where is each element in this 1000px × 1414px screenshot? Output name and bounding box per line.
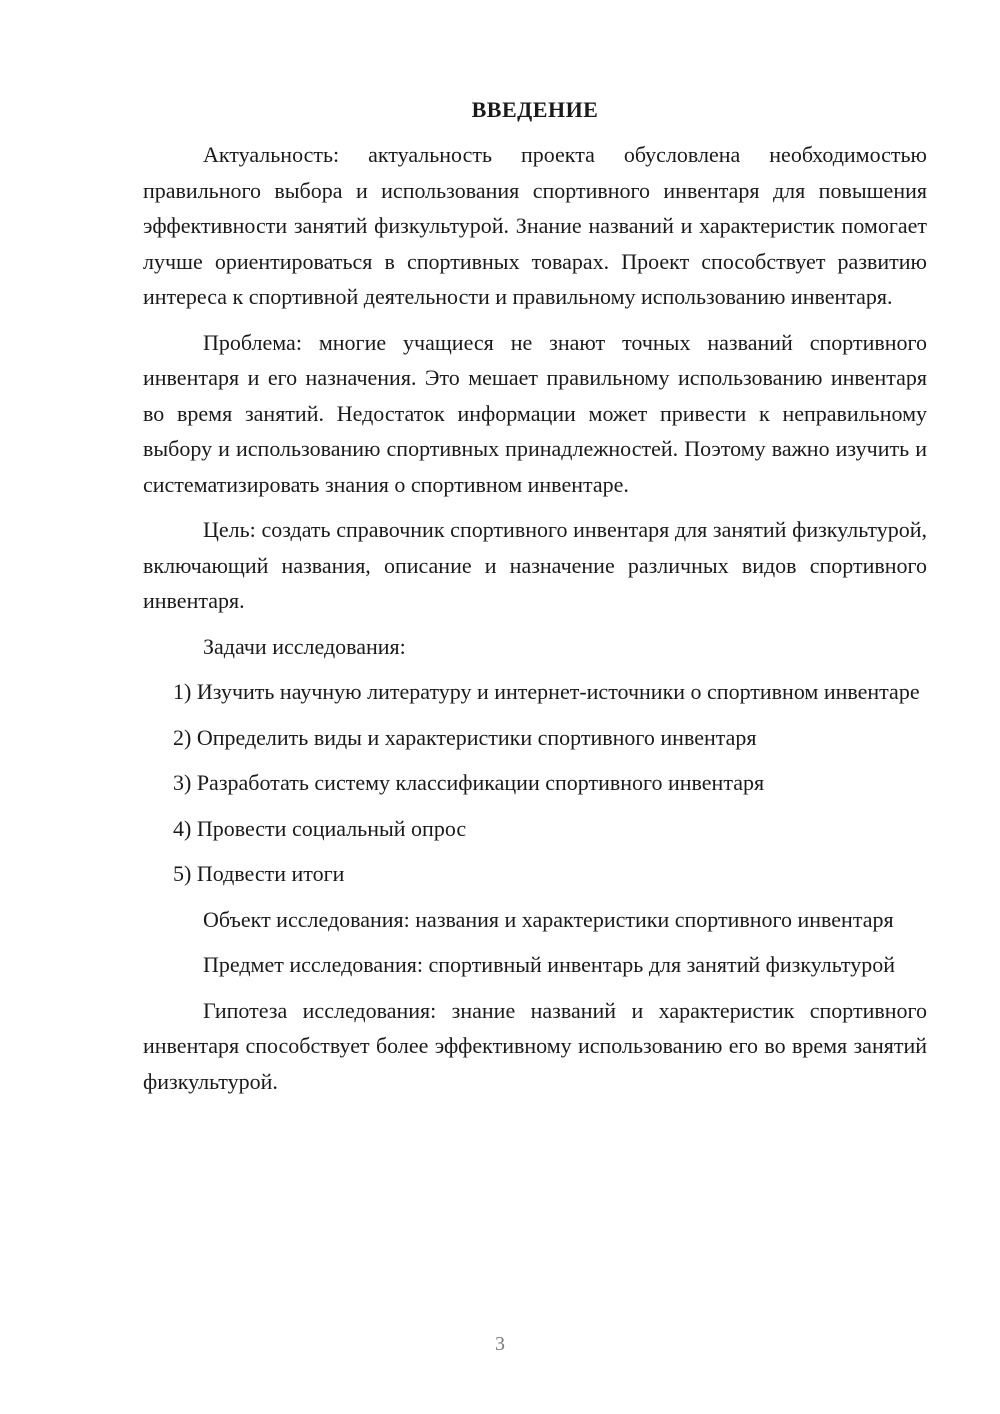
task-item-3: 3) Разработать систему классификации спортивного инвентаря xyxy=(173,770,765,795)
task-item-4: 4) Провести социальный опрос xyxy=(173,815,467,841)
paragraph-subject: Предмет исследования: спортивный инвентарь для занятий физкультурой xyxy=(203,952,896,977)
paragraph-problem: Проблема: многие учащиеся не знают точных названий спортивного инвентаря и его назначения. Это мешает правильному использованию инвентаря во время занятий. Недостаток информации может привести к неправильному выбору и использованию спортивных принадлежностей. Поэтому важно изучить и систематизировать знания о спортивном инвентаре. xyxy=(143,329,927,497)
task-item-2: 2) Определить виды и характеристики спортивного инвентаря xyxy=(173,724,757,750)
task-item-5: 5) Подвести итоги xyxy=(173,861,345,886)
page-title: ВВЕДЕНИЕ xyxy=(471,97,599,122)
page-number: 3 xyxy=(495,1333,505,1355)
paragraph-relevance: Актуальность: актуальность проекта обусловлена необходимостью правильного выбора и использования спортивного инвентаря для повышения эффективности занятий физкультурой. Знание названий и характеристик помогает лучше ориентироваться в спортивных товарах. Проект способствует развитию интереса к спортивной деятельности и правильному использованию инвентаря. xyxy=(143,142,927,309)
paragraph-goal: Цель: создать справочник спортивного инвентаря для занятий физкультурой, включающий названия, описание и назначение различных видов спортивного инвентаря. xyxy=(143,517,927,613)
paragraph-tasks-heading: Задачи исследования: xyxy=(203,633,406,659)
paragraph-hypothesis: Гипотеза исследования: знание названий и характеристик спортивного инвентаря способствует более эффективному использованию его во время занятий физкультурой. xyxy=(143,997,927,1094)
document-page xyxy=(143,95,927,1109)
task-item-1: 1) Изучить научную литературу и интернет-источники о спортивном инвентаре xyxy=(173,679,920,704)
paragraph-object: Объект исследования: названия и характеристики спортивного инвентаря xyxy=(203,906,894,932)
